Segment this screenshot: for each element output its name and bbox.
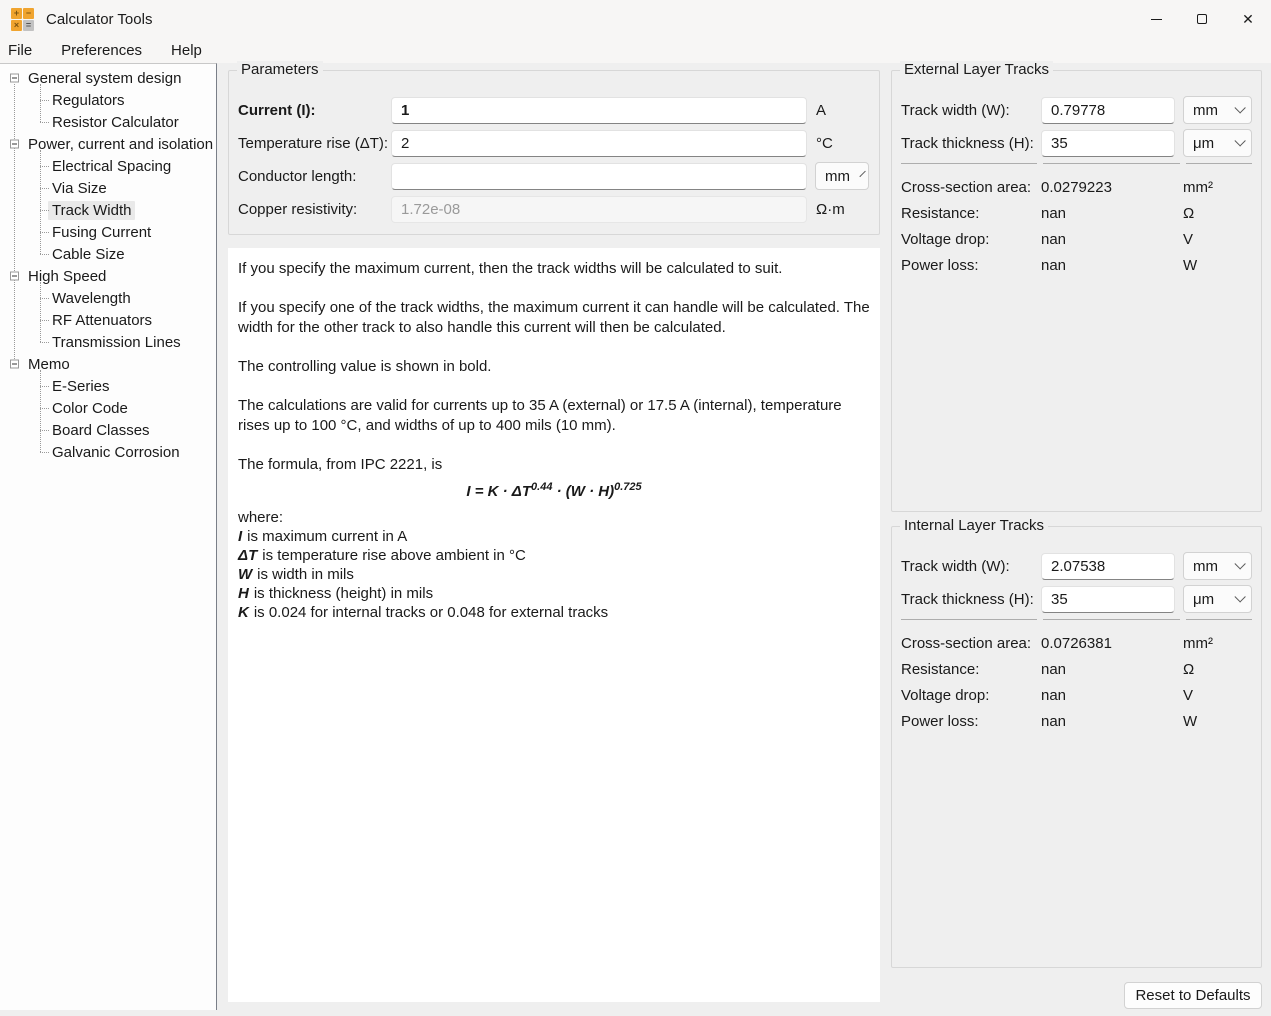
where-item-i: I is maximum current in A (238, 528, 408, 545)
internal-group-title: Internal Layer Tracks (900, 517, 1048, 534)
current-input[interactable] (391, 97, 807, 124)
chevron-down-icon (1234, 135, 1245, 146)
external-power-loss-value: nan (1041, 256, 1067, 274)
multiply-icon: × (11, 20, 22, 31)
minus-icon: − (23, 8, 34, 19)
tree-item-via-size[interactable]: Via Size (0, 177, 216, 199)
external-layer-tracks-group (891, 61, 1262, 512)
internal-track-width-input[interactable] (1041, 553, 1175, 580)
external-track-thickness-row (901, 129, 1252, 157)
tree-item-wavelength[interactable]: Wavelength (0, 287, 216, 309)
where-item-dt: ΔT is temperature rise above ambient in °C (238, 547, 526, 564)
internal-resistance-row: Resistance: nan Ω (901, 660, 1195, 678)
external-resistance-row: Resistance: nan Ω (901, 204, 1195, 222)
tree-collapse-icon[interactable] (10, 74, 19, 83)
minimize-button[interactable] (1133, 0, 1179, 38)
external-track-width-unit-value: mm (1193, 101, 1218, 119)
chevron-down-icon (1234, 591, 1245, 602)
maximize-icon (1197, 14, 1207, 24)
external-track-thickness-unit-value: μm (1193, 134, 1215, 152)
conductor-length-input[interactable] (391, 163, 807, 190)
tree-item-transmission-lines[interactable]: Transmission Lines (0, 331, 216, 353)
internal-voltage-drop-value: nan (1041, 686, 1067, 704)
parameters-group-title: Parameters (237, 61, 323, 78)
tree-item-rf-attenuators[interactable]: RF Attenuators (0, 309, 216, 331)
help-paragraph-1: If you specify the maximum current, then the track widths will be calculated to suit. (238, 260, 783, 277)
menu-file[interactable]: File (8, 42, 33, 59)
copper-resistivity-label: Copper resistivity: (238, 200, 358, 218)
internal-track-width-row (901, 552, 1252, 580)
external-group-title: External Layer Tracks (900, 61, 1053, 78)
internal-track-thickness-unit-select[interactable] (1183, 585, 1252, 613)
menu-preferences[interactable]: Preferences (61, 42, 143, 59)
tree-group-general (0, 89, 216, 133)
formula-intro: The formula, from IPC 2221, is (238, 456, 443, 473)
title-bar (0, 0, 1271, 38)
tree-item-memo[interactable]: Memo (0, 353, 216, 375)
external-track-thickness-label: Track thickness (H): (901, 134, 1034, 152)
current-unit: A (816, 101, 827, 119)
where-item-h: H is thickness (height) in mils (238, 585, 434, 602)
help-paragraph-3: The controlling value is shown in bold. (238, 358, 492, 375)
window-controls (1133, 0, 1271, 38)
calculator-tree (0, 63, 217, 1010)
external-track-width-row (901, 96, 1252, 124)
internal-track-width-unit-select[interactable] (1183, 552, 1252, 580)
tree-item-color-code[interactable]: Color Code (0, 397, 216, 419)
menu-help[interactable]: Help (171, 42, 202, 59)
external-voltage-drop-value: nan (1041, 230, 1067, 248)
where-label: where: (238, 509, 284, 526)
external-track-width-input[interactable] (1041, 97, 1175, 124)
close-button[interactable]: ✕ (1242, 10, 1254, 27)
tree-item-general-system-design[interactable]: General system design (0, 67, 216, 89)
internal-power-loss-row: Power loss: nan W (901, 712, 1198, 730)
external-resistance-value: nan (1041, 204, 1067, 222)
tree-collapse-icon[interactable] (10, 360, 19, 369)
temperature-rise-unit: °C (816, 134, 833, 152)
help-text-panel (228, 248, 880, 1002)
copper-resistivity-unit: Ω·m (816, 200, 845, 218)
internal-track-thickness-input[interactable] (1041, 586, 1175, 613)
tree-item-e-series[interactable]: E-Series (0, 375, 216, 397)
temperature-rise-input[interactable] (391, 130, 807, 157)
external-cross-section-value: 0.0279223 (1041, 178, 1112, 196)
conductor-length-unit-value: mm (825, 167, 850, 185)
minimize-icon (1151, 19, 1162, 20)
external-cross-section-row: Cross-section area: 0.0279223 mm² (901, 178, 1213, 196)
internal-power-loss-value: nan (1041, 712, 1067, 730)
current-row (238, 96, 870, 124)
internal-cross-section-value: 0.0726381 (1041, 634, 1112, 652)
external-track-thickness-input[interactable] (1041, 130, 1175, 157)
external-voltage-drop-row: Voltage drop: nan V (901, 230, 1194, 248)
separator-line (901, 163, 1252, 164)
external-power-loss-row: Power loss: nan W (901, 256, 1198, 274)
internal-layer-tracks-group (891, 517, 1262, 968)
external-track-width-label: Track width (W): (901, 101, 1010, 119)
tree-item-regulators[interactable]: Regulators (0, 89, 216, 111)
tree-item-galvanic-corrosion[interactable]: Galvanic Corrosion (0, 441, 216, 463)
conductor-length-row (238, 162, 870, 190)
internal-track-thickness-unit-value: μm (1193, 590, 1215, 608)
internal-track-thickness-label: Track thickness (H): (901, 590, 1034, 608)
help-paragraph-2: If you specify one of the track widths, the maximum current it can handle will be calculated. The width for the other track to also handle this current will then be calculated. (238, 299, 870, 336)
tree-item-cable-size[interactable]: Cable Size (0, 243, 216, 265)
equals-icon: = (23, 20, 34, 31)
conductor-length-unit-select[interactable] (815, 162, 869, 190)
conductor-length-label: Conductor length: (238, 167, 357, 185)
external-track-width-unit-select[interactable] (1183, 96, 1252, 124)
internal-resistance-value: nan (1041, 660, 1067, 678)
reset-to-defaults-button[interactable]: Reset to Defaults (1124, 982, 1262, 1009)
chevron-down-icon (1234, 102, 1245, 113)
plus-icon: + (11, 8, 22, 19)
chevron-down-icon (859, 171, 865, 177)
tree-item-resistor-calculator[interactable]: Resistor Calculator (0, 111, 216, 133)
tree-collapse-icon[interactable] (10, 272, 19, 281)
where-item-k: K is 0.024 for internal tracks or 0.048 for external tracks (238, 604, 609, 621)
temperature-rise-label: Temperature rise (ΔT): (238, 134, 389, 152)
separator-line (901, 619, 1252, 620)
where-item-w: W is width in mils (238, 566, 354, 583)
internal-track-thickness-row (901, 585, 1252, 613)
ipc-formula: $I = K \cdot \Delta T^{0.44} \cdot (W \cdot H)^{0.725}$ (466, 481, 642, 500)
tree-group-high-speed (0, 287, 216, 353)
internal-track-width-unit-value: mm (1193, 557, 1218, 575)
copper-resistivity-input (391, 196, 807, 223)
calculator-app-icon (11, 8, 34, 31)
chevron-down-icon (1234, 558, 1245, 569)
external-track-thickness-unit-select[interactable] (1183, 129, 1252, 157)
maximize-button[interactable] (1179, 0, 1225, 38)
help-paragraph-4: The calculations are valid for currents up to 35 A (external) or 17.5 A (internal), temperature rises up to 100 °C, and widths of up to 400 mils (10 mm). (238, 397, 842, 434)
tree-item-board-classes[interactable]: Board Classes (0, 419, 216, 441)
internal-voltage-drop-row: Voltage drop: nan V (901, 686, 1194, 704)
window-title: Calculator Tools (46, 10, 153, 28)
tree-item-fusing-current[interactable]: Fusing Current (0, 221, 216, 243)
tree-item-high-speed[interactable]: High Speed (0, 265, 216, 287)
parameters-group (228, 61, 880, 235)
copper-resistivity-row (238, 195, 870, 223)
internal-cross-section-row: Cross-section area: 0.0726381 mm² (901, 634, 1213, 652)
internal-track-width-label: Track width (W): (901, 557, 1010, 575)
tree-item-track-width[interactable]: Track Width (0, 199, 216, 221)
tree-group-power (0, 155, 216, 265)
tree-collapse-icon[interactable] (10, 140, 19, 149)
tree-group-memo (0, 375, 216, 463)
menu-bar (0, 38, 1271, 63)
tree-item-power-current-and-isolation[interactable]: Power, current and isolation (0, 133, 216, 155)
tree-item-electrical-spacing[interactable]: Electrical Spacing (0, 155, 216, 177)
current-label: Current (I): (238, 101, 316, 119)
temperature-rise-row (238, 129, 870, 157)
